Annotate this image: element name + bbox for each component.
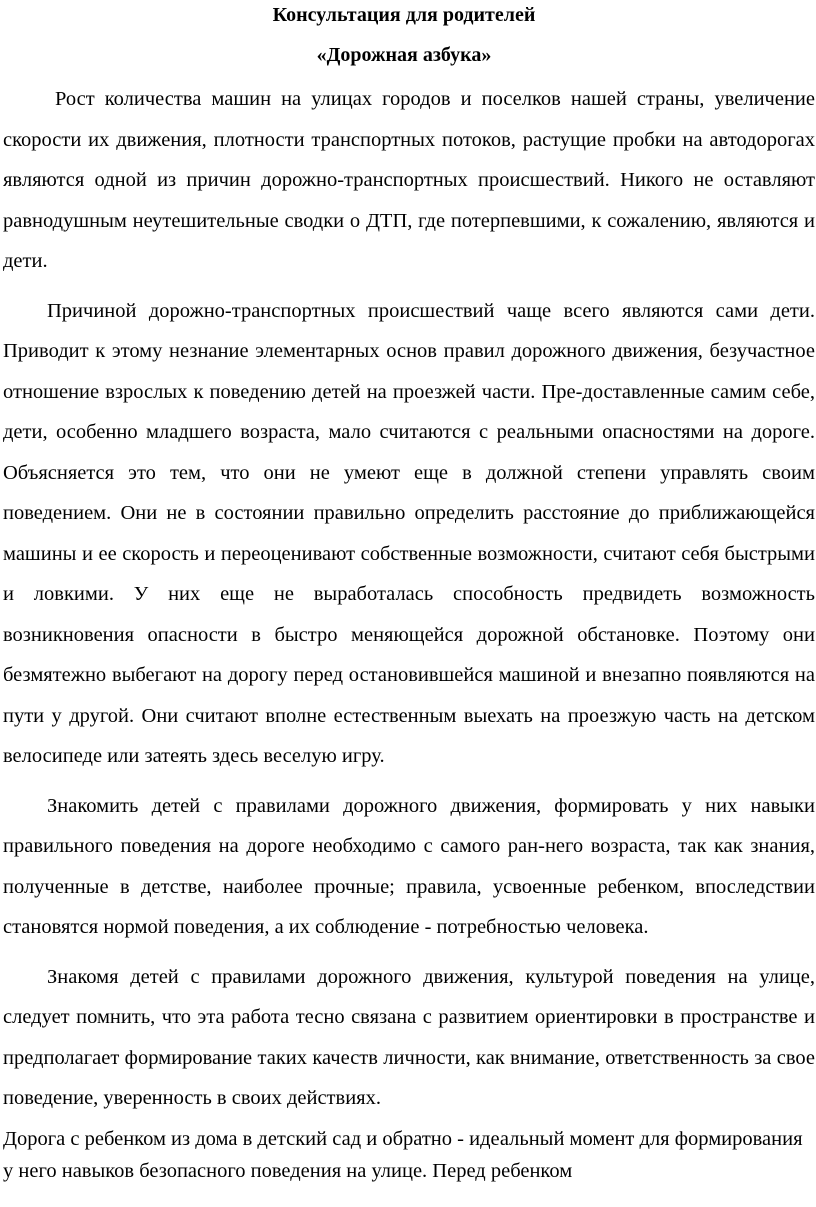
document-title: Консультация для родителей [272, 4, 536, 26]
paragraph-5-tail: Дорога с ребенком из дома в детский сад и обратно - идеальный момент для формирования у него навыков безопасного поведения на улице. Перед ребенком [3, 1127, 803, 1182]
paragraph-3: Знакомить детей с правилами дорожного движения, формировать у них навыки правильного поведения на дороге необходимо с самого ран-него возраста, так как знания, полученные в детстве, наиболее прочные; правила, усвоенные ребенком, впоследствии становятся нормой поведения, а их соблюдение - потребностью человека. [3, 794, 815, 938]
paragraph-4: Знакомя детей с правилами дорожного движения, культурой поведения на улице, следует помнить, что эта работа тесно связана с развитием ориентировки в пространстве и предполагает формирование таких качеств личности, как внимание, ответственность за свое поведение, уверенность в своих действиях. [3, 965, 815, 1109]
document-subtitle: «Дорожная азбука» [316, 44, 492, 66]
paragraph-2: Причиной дорожно-транспортных происшествий чаще всего являются сами дети. Приводит к этому незнание элементарных основ правил дорожного движения, безучастное отношение взрослых к поведению детей на проезжей части. Пре-доставленные самим себе, дети, особенно младшего возраста, мало считаются с реальными опасностями на дороге. Объясняется это тем, что они не умеют еще в должной степени управлять своим поведением. Они не в состоянии правильно определить расстояние до приближающейся машины и ее скорость и переоценивают собственные возможности, считают себя быстрыми и ловкими. У них еще не выработалась способность предвидеть возможность возникновения опасности в быстро меняющейся дорожной обстановке. Поэтому они безмятежно выбегают на дорогу перед остановившейся машиной и внезапно появляются на пути у другой. Они считают вполне естественным выехать на проезжую часть на детском велосипеде или затеять здесь веселую игру. [3, 299, 815, 767]
document-body [0, 79, 816, 1119]
paragraph-1: Рост количества машин на улицах городов и поселков нашей страны, увеличение скорости их движения, плотности транспортных потоков, растущие пробки на автодорогах являются одной из причин дорожно-транспортных происшествий. Никого не оставляют равнодушным неутешительные сводки о ДТП, где потерпевшими, к сожалению, являются и дети. [3, 88, 815, 272]
